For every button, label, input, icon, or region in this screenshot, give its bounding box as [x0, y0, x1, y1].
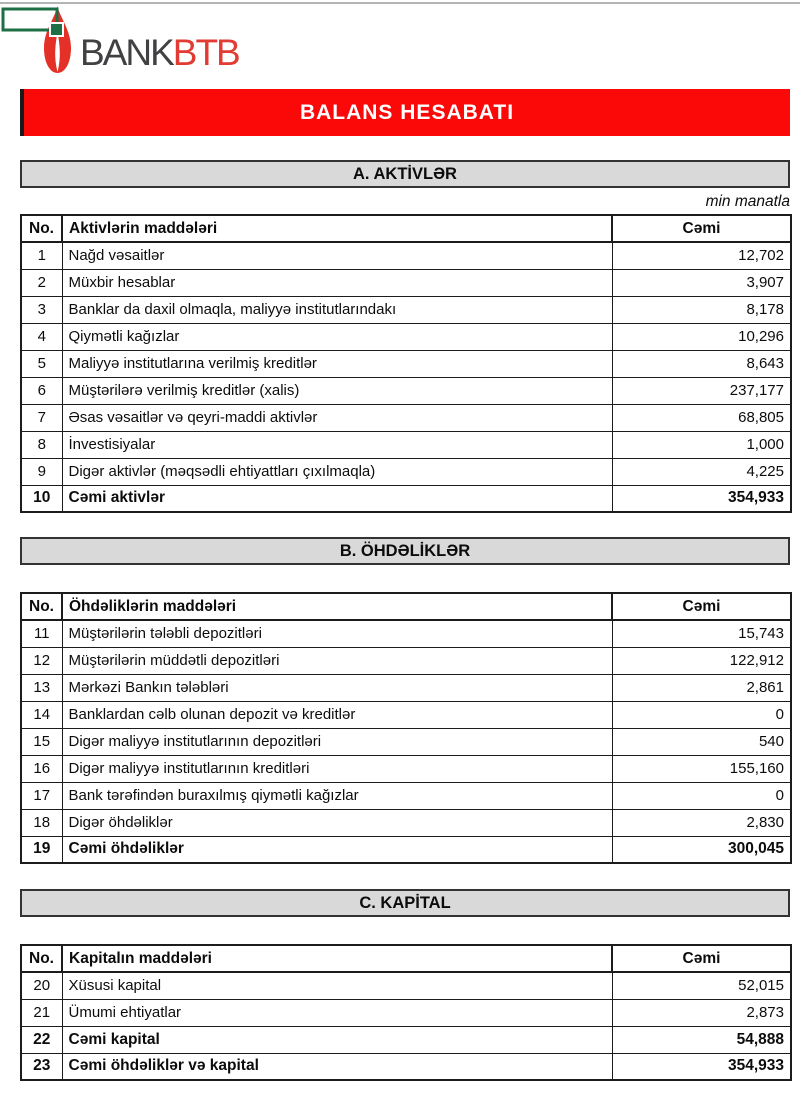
cell-no: 11 [21, 620, 62, 647]
bank-logo [0, 0, 800, 78]
section-heading-assets [20, 160, 790, 188]
cell-value: 2,830 [612, 809, 791, 836]
capital-table [20, 944, 792, 1081]
cell-item: Ümumi ehtiyatlar [62, 999, 612, 1026]
cell-item: İnvestisiyalar [62, 431, 612, 458]
cell-no: 20 [21, 972, 62, 999]
table-row [21, 242, 791, 269]
table-row [21, 269, 791, 296]
table-row [21, 809, 791, 836]
table-row [21, 620, 791, 647]
table-row [21, 972, 791, 999]
cell-value: 122,912 [612, 647, 791, 674]
object-selection-marker-icon [0, 2, 68, 49]
cell-no: 23 [21, 1053, 62, 1080]
cell-value: 2,861 [612, 674, 791, 701]
report-title: BALANS HESABATI [299, 100, 515, 124]
table-row [21, 1053, 791, 1080]
cell-item: Müştərilərə verilmiş kreditlər (xalis) [62, 377, 612, 404]
cell-value: 10,296 [612, 323, 791, 350]
cell-no: 9 [21, 458, 62, 485]
table-row [21, 296, 791, 323]
cell-no: 12 [21, 647, 62, 674]
table-header-row [21, 215, 791, 242]
header-no: No. [21, 945, 62, 972]
table-row [21, 836, 791, 863]
cell-no: 5 [21, 350, 62, 377]
cell-value: 155,160 [612, 755, 791, 782]
logo-bank-text: BANK [80, 32, 173, 73]
section-heading-label: C. KAPİTAL [359, 893, 451, 912]
cell-item: Digər maliyyə institutlarının depozitləri [62, 728, 612, 755]
cell-item: Digər maliyyə institutlarının kreditləri [62, 755, 612, 782]
cell-value: 0 [612, 701, 791, 728]
cell-no: 21 [21, 999, 62, 1026]
cell-value: 54,888 [612, 1026, 791, 1053]
cell-value: 4,225 [612, 458, 791, 485]
cell-item: Əsas vəsaitlər və qeyri-maddi aktivlər [62, 404, 612, 431]
cell-item: Xüsusi kapital [62, 972, 612, 999]
cell-item: Banklar da daxil olmaqla, maliyyə institutlarındakı [62, 296, 612, 323]
section-heading-capital [20, 889, 790, 917]
section-heading-liabilities [20, 537, 790, 565]
cell-no: 7 [21, 404, 62, 431]
table-header-row [21, 593, 791, 620]
cell-value: 12,702 [612, 242, 791, 269]
cell-value: 68,805 [612, 404, 791, 431]
table-row [21, 755, 791, 782]
cell-no: 4 [21, 323, 62, 350]
cell-no: 22 [21, 1026, 62, 1053]
cell-no: 2 [21, 269, 62, 296]
table-row [21, 323, 791, 350]
unit-note: min manatla [705, 193, 790, 210]
assets-table [20, 214, 792, 513]
cell-no: 13 [21, 674, 62, 701]
logo-btb-text: BTB [172, 32, 239, 73]
table-header-row [21, 945, 791, 972]
cell-no: 1 [21, 242, 62, 269]
table-row [21, 728, 791, 755]
table-row [21, 458, 791, 485]
cell-value: 0 [612, 782, 791, 809]
header-no: No. [21, 215, 62, 242]
window-top-edge [0, 2, 800, 4]
cell-no: 17 [21, 782, 62, 809]
table-row [21, 431, 791, 458]
cell-item: Banklardan cəlb olunan depozit və kreditlər [62, 701, 612, 728]
cell-no: 3 [21, 296, 62, 323]
table-row [21, 1026, 791, 1053]
cell-value: 354,933 [612, 1053, 791, 1080]
cell-value: 3,907 [612, 269, 791, 296]
cell-value: 2,873 [612, 999, 791, 1026]
table-row [21, 485, 791, 512]
cell-item: Müştərilərin tələbli depozitləri [62, 620, 612, 647]
cell-no: 16 [21, 755, 62, 782]
header-total: Cəmi [612, 945, 791, 972]
cell-no: 15 [21, 728, 62, 755]
header-item: Aktivlərin maddələri [62, 215, 612, 242]
logo-wordmark [80, 34, 239, 71]
cell-no: 14 [21, 701, 62, 728]
header-item: Öhdəliklərin maddələri [62, 593, 612, 620]
cell-item: Müştərilərin müddətli depozitləri [62, 647, 612, 674]
section-heading-label: B. ÖHDƏLİKLƏR [339, 541, 471, 560]
table-row [21, 377, 791, 404]
cell-item: Bank tərəfindən buraxılmış qiymətli kağızlar [62, 782, 612, 809]
table-row [21, 350, 791, 377]
cell-item: Nağd vəsaitlər [62, 242, 612, 269]
cell-item: Cəmi öhdəliklər [62, 836, 612, 863]
cell-value: 237,177 [612, 377, 791, 404]
cell-no: 8 [21, 431, 62, 458]
cell-value: 300,045 [612, 836, 791, 863]
cell-item: Müxbir hesablar [62, 269, 612, 296]
table-row [21, 782, 791, 809]
cell-value: 15,743 [612, 620, 791, 647]
liabilities-table [20, 592, 792, 864]
report-title-banner [20, 89, 790, 136]
table-row [21, 674, 791, 701]
cell-value: 540 [612, 728, 791, 755]
section-heading-label: A. AKTİVLƏR [353, 164, 457, 183]
header-total: Cəmi [612, 215, 791, 242]
cell-item: Digər öhdəliklər [62, 809, 612, 836]
table-row [21, 999, 791, 1026]
cell-item: Mərkəzi Bankın tələbləri [62, 674, 612, 701]
cell-item: Qiymətli kağızlar [62, 323, 612, 350]
cell-item: Maliyyə institutlarına verilmiş kreditlər [62, 350, 612, 377]
cell-value: 8,178 [612, 296, 791, 323]
header-total: Cəmi [612, 593, 791, 620]
table-row [21, 404, 791, 431]
header-no: No. [21, 593, 62, 620]
cell-value: 52,015 [612, 972, 791, 999]
cell-value: 1,000 [612, 431, 791, 458]
table-row [21, 701, 791, 728]
cell-no: 6 [21, 377, 62, 404]
cell-no: 19 [21, 836, 62, 863]
cell-value: 354,933 [612, 485, 791, 512]
cell-item: Cəmi öhdəliklər və kapital [62, 1053, 612, 1080]
cell-item: Cəmi aktivlər [62, 485, 612, 512]
header-item: Kapitalın maddələri [62, 945, 612, 972]
cell-value: 8,643 [612, 350, 791, 377]
cell-item: Cəmi kapital [62, 1026, 612, 1053]
cell-item: Digər aktivlər (məqsədli ehtiyattları çıxılmaqla) [62, 458, 612, 485]
table-row [21, 647, 791, 674]
cell-no: 10 [21, 485, 62, 512]
cell-no: 18 [21, 809, 62, 836]
